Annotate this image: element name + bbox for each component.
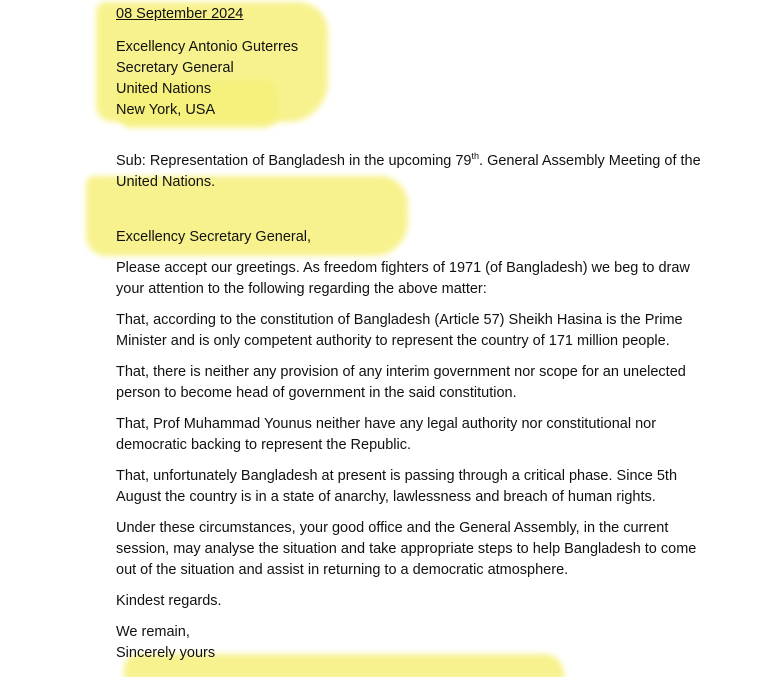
paragraph-interim-government <box>116 362 756 404</box>
paragraph-line: democratic backing to represent the Republic. <box>116 437 411 453</box>
paragraph-line: That, there is neither any provision of any interim government nor scope for an unelected <box>116 364 686 380</box>
letter-body <box>116 4 756 664</box>
paragraph-line: out of the situation and assist in returning to a democratic atmosphere. <box>116 562 569 578</box>
paragraph-line: That, Prof Muhammad Younus neither have any legal authority nor constitutional nor <box>116 416 657 432</box>
recipient-title: Secretary General <box>116 60 234 76</box>
paragraph-line: That, unfortunately Bangladesh at present is passing through a critical phase. Since 5th <box>116 468 678 484</box>
paragraph-line: That, according to the constitution of Bangladesh (Article 57) Sheikh Hasina is the Prime <box>116 312 683 328</box>
paragraph-younus <box>116 414 756 456</box>
subject-line-2: United Nations. <box>116 174 216 190</box>
recipient-location: New York, USA <box>116 102 216 118</box>
paragraph-line: person to become head of government in the said constitution. <box>116 385 517 401</box>
paragraph-constitution <box>116 310 756 352</box>
salutation-text: Excellency Secretary General, <box>116 229 312 245</box>
recipient-name: Excellency Antonio Guterres <box>116 39 299 55</box>
salutation <box>116 227 756 248</box>
subject-rest: . General Assembly Meeting of the <box>479 153 701 169</box>
paragraph-line: August the country is in a state of anarchy, lawlessness and breach of human rights. <box>116 489 656 505</box>
subject-ordinal: th <box>471 151 480 162</box>
closing-text: Kindest regards. <box>116 593 222 609</box>
subject-prefix: Sub: Representation of Bangladesh in the upcoming 79 <box>116 153 472 169</box>
paragraph-line: Under these circumstances, your good office and the General Assembly, in the current <box>116 520 669 536</box>
paragraph-line: Please accept our greetings. As freedom fighters of 1971 (of Bangladesh) we beg to draw <box>116 260 690 276</box>
sign-off-line-2: Sincerely yours <box>116 645 216 661</box>
sign-off-line-1: We remain, <box>116 624 190 640</box>
letter-date: 08 September 2024 <box>116 6 244 22</box>
paragraph-request <box>116 518 756 581</box>
recipient-organization: United Nations <box>116 81 212 97</box>
paragraph-critical-phase <box>116 466 756 508</box>
paragraph-line: Minister and is only competent authority to represent the country of 171 million people. <box>116 333 670 349</box>
subject-line <box>116 151 756 193</box>
recipient-address <box>116 37 756 121</box>
sign-off <box>116 622 756 664</box>
paragraph-line: your attention to the following regarding the above matter: <box>116 281 487 297</box>
paragraph-greetings <box>116 258 756 300</box>
paragraph-line: session, may analyse the situation and take appropriate steps to help Bangladesh to come <box>116 541 697 557</box>
closing <box>116 591 756 612</box>
